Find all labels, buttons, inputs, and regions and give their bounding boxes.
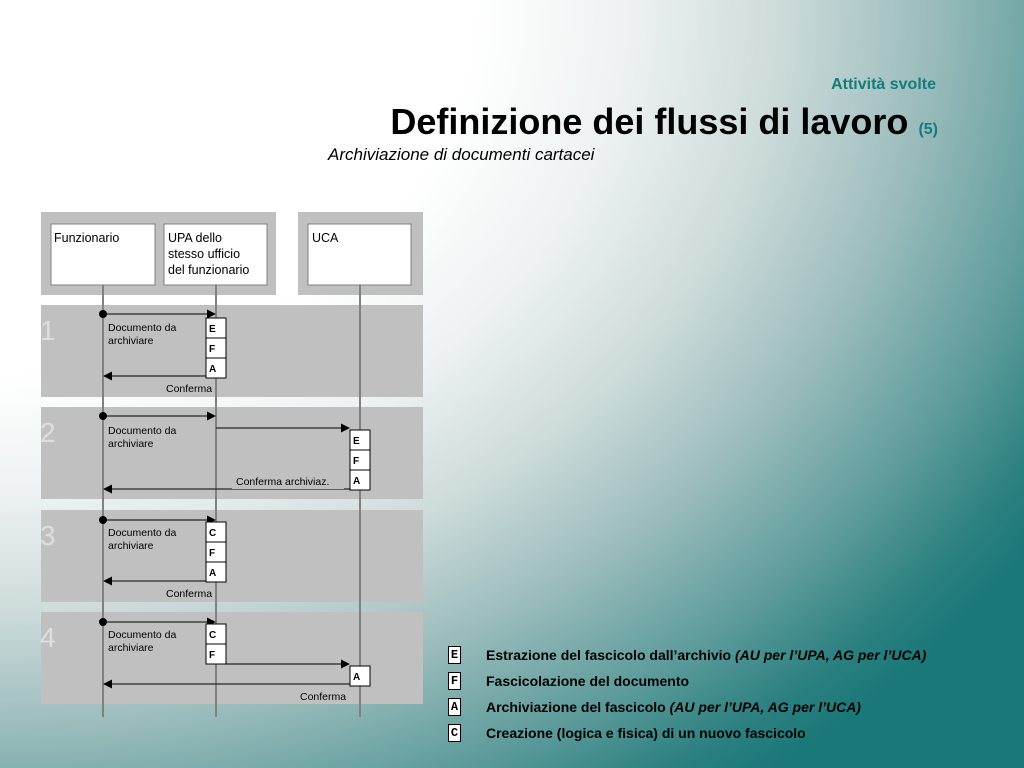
legend-note: (AU per l’UPA, AG per l’UCA) <box>734 647 927 663</box>
page-subtitle: Archiviazione di documenti cartacei <box>328 145 595 164</box>
scenario-number-4: 4 <box>40 622 56 653</box>
legend-key-f: F <box>448 672 461 690</box>
legend-text-f <box>486 673 689 689</box>
legend-key-a: A <box>448 698 461 716</box>
return-label: Conferma <box>300 691 347 703</box>
scenario-number-2: 2 <box>40 417 56 448</box>
scenario-number-1: 1 <box>40 315 56 346</box>
scenario-band-1 <box>41 305 423 397</box>
legend-desc: Fascicolazione del documento <box>486 673 690 689</box>
step-label: F <box>353 456 360 467</box>
title-number: (5) <box>918 121 938 138</box>
legend-text-c <box>486 725 806 741</box>
step-label: C <box>209 630 217 641</box>
legend-desc: Estrazione del fascicolo dall’archivio <box>486 647 732 663</box>
scenario-band-3 <box>41 510 423 602</box>
actor-upa-line-2: stesso ufficio <box>168 247 241 261</box>
step-label: A <box>209 568 217 579</box>
actor-upa-line-3: del funzionario <box>168 263 250 277</box>
scenario-number-3: 3 <box>40 520 56 551</box>
legend-desc: Creazione (logica e fisica) di un nuovo fascicolo <box>486 725 806 741</box>
step-label: E <box>353 436 360 447</box>
title-text: Definizione dei flussi di lavoro <box>390 101 909 142</box>
sequence-diagram <box>40 210 425 720</box>
legend-text-e <box>486 647 926 663</box>
actor-funzionario-label: Funzionario <box>54 231 120 245</box>
legend-desc: Archiviazione del fascicolo <box>486 699 666 715</box>
step-label: F <box>209 548 216 559</box>
step-label: F <box>209 344 216 355</box>
message-label: Documento da archiviare <box>108 425 177 450</box>
section-label: Attività svolte <box>831 76 936 93</box>
step-label: C <box>209 528 217 539</box>
message-label: Documento da archiviare <box>108 322 177 347</box>
step-label: A <box>353 476 361 487</box>
step-label: A <box>209 364 217 375</box>
legend-key-c: C <box>448 724 461 742</box>
legend-key-e: E <box>448 646 461 664</box>
step-label: F <box>209 650 216 661</box>
return-label: Conferma archiviaz. <box>236 476 330 488</box>
return-label: Conferma <box>166 383 213 395</box>
actor-uca-label: UCA <box>312 231 339 245</box>
step-label: A <box>353 672 361 683</box>
page-title <box>390 101 938 143</box>
legend-note: (AU per l’UPA, AG per l’UCA) <box>669 699 861 715</box>
return-label: Conferma <box>166 588 213 600</box>
message-label: Documento da archiviare <box>108 527 177 552</box>
actor-upa-line-1: UPA dello <box>168 231 222 245</box>
legend-text-a <box>486 699 861 715</box>
message-label: Documento da archiviare <box>108 629 177 654</box>
step-label: E <box>209 324 216 335</box>
scenario-band-4 <box>41 612 423 704</box>
